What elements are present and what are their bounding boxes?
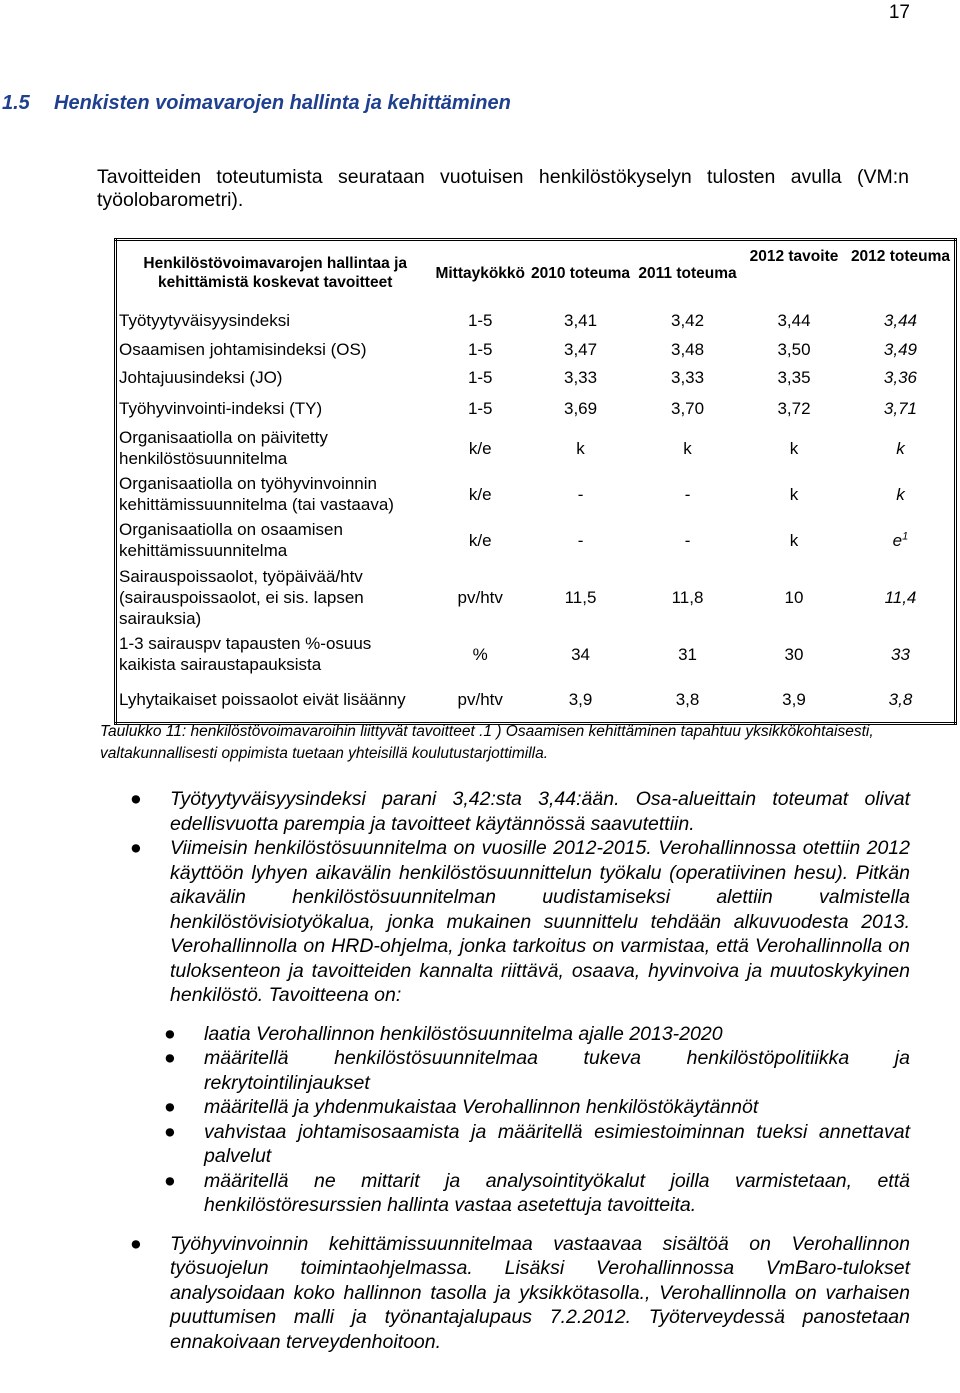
sub-list-item-text: vahvistaa johtamisosaamista ja määritellä esimiestoiminnan tueksi annettavat palvelut <box>204 1120 910 1167</box>
table-row <box>116 391 956 425</box>
row-target: 3,50 <box>777 339 811 359</box>
table-row <box>116 631 956 677</box>
header-2010-actual: 2010 toteuma <box>527 240 634 306</box>
row-target: 3,9 <box>782 689 806 709</box>
table-caption: Taulukko 11: henkilöstövoimavaroihin liittyvät tavoitteet .1 ) Osaamisen kehittäminen tapahtuu yksikkökohtaisesti, valtakunnallisesti oppimista tuetaan yhteisillä koulutustarjottimilla. <box>100 723 874 762</box>
row-unit: pv/htv <box>457 689 503 709</box>
row-unit: 1-5 <box>467 339 493 359</box>
row-unit: 1-5 <box>467 367 493 387</box>
bullet-dot-icon: ● <box>164 1096 176 1118</box>
bullet-dot-icon: ● <box>164 1120 176 1143</box>
list-item-text: Työtyytyväisyysindeksi parani 3,42:sta 3,44:ään. Osa-alueittain toteumat olivat edellisvuotta parempia ja tavoitteet käytännössä saavutettiin. <box>170 788 910 835</box>
row-2010: 3,33 <box>563 367 598 387</box>
row-2010: 3,41 <box>563 310 598 330</box>
bullet-dot-icon: ● <box>130 837 142 859</box>
header-2012-target: 2012 tavoite <box>741 240 847 306</box>
row-target: 3,35 <box>777 367 811 387</box>
row-actual: 3,44 <box>883 310 918 330</box>
list-item <box>130 836 910 1218</box>
row-label: Sairauspoissaolot, työpäivää/htv (sairauspoissaolot, ei sis. lapsen sairauksia) <box>119 566 364 628</box>
list-item <box>130 1232 910 1355</box>
row-label: Lyhytaikaiset poissaolot eivät lisäänny <box>119 689 406 709</box>
row-2010: 3,47 <box>563 339 598 359</box>
sub-list-item-text: määritellä ne mittarit ja analysointityökalut joilla varmistetaan, että henkilöstöresurssien hallinta vastaa asetettuja tavoitteita. <box>204 1169 910 1216</box>
row-target: 3,72 <box>777 398 811 418</box>
row-label: Organisaatiolla on päivitetty henkilöstösuunnitelma <box>119 428 328 468</box>
row-actual: k <box>896 484 905 504</box>
row-2011: - <box>684 530 691 550</box>
row-2010: 3,9 <box>568 689 593 709</box>
row-label: Organisaatiolla on osaamisen kehittämissuunnitelma <box>119 520 343 560</box>
table-row <box>116 517 956 563</box>
table-row <box>116 363 956 391</box>
findings-list <box>130 787 910 1354</box>
intro-paragraph: Tavoitteiden toteutumista seurataan vuotuisen henkilöstökyselyn tulosten avulla (VM:n työolobarometri). <box>97 166 909 211</box>
row-label: Työhyvinvointi-indeksi (TY) <box>119 398 323 418</box>
table-row <box>116 471 956 517</box>
bullet-dot-icon: ● <box>130 788 142 810</box>
row-2010: 3,69 <box>563 398 598 418</box>
row-target: k <box>789 484 799 504</box>
section-heading <box>2 92 511 115</box>
row-2011: 3,42 <box>670 310 705 330</box>
row-actual: 3,8 <box>888 689 913 709</box>
sub-list-item <box>164 1022 910 1047</box>
row-unit: 1-5 <box>467 398 493 418</box>
row-2010: 11,5 <box>564 587 597 607</box>
header-2011-actual: 2011 toteuma <box>634 240 741 306</box>
row-2011: 3,48 <box>670 339 705 359</box>
row-unit: % <box>472 644 488 664</box>
table-row <box>116 305 956 335</box>
row-2011: 11,8 <box>671 587 704 607</box>
section-title: Henkisten voimavarojen hallinta ja kehittäminen <box>54 92 511 114</box>
row-2011: k <box>683 438 692 458</box>
row-actual: 11,4 <box>884 587 917 607</box>
hr-targets-table <box>114 238 957 725</box>
row-unit: k/e <box>468 438 492 458</box>
row-target: 30 <box>784 644 804 664</box>
row-actual: 3,71 <box>883 398 918 418</box>
sub-list-item-text: määritellä henkilöstösuunnitelmaa tukeva henkilöstöpolitiikka ja rekrytointilinjaukset <box>204 1047 910 1094</box>
row-actual-value: e <box>892 530 903 550</box>
list-item-text: Työhyvinvoinnin kehittämissuunnitelmaa vastaavaa sisältöä on Verohallinnon työsuojelun toimintaohjelmassa. Lisäksi Verohallinnossa VmBaro-tulokset analysoidaan koko hallinnon tasolla ja yksikkötasolla., Verohallinnolla on varhaisen puuttumisen malli ja työnantajalupaus 7.2.2012. Työterveydessä panostetaan ennakoivaan terveydenhoitoon. <box>170 1232 910 1353</box>
row-actual <box>847 517 956 563</box>
bullet-dot-icon: ● <box>164 1022 176 1045</box>
bullet-dot-icon: ● <box>164 1047 176 1069</box>
row-target: k <box>789 530 799 550</box>
header-unit: Mittaykökkö <box>433 240 527 306</box>
bullet-dot-icon: ● <box>164 1169 176 1192</box>
page-number: 17 <box>888 2 910 23</box>
table-header-row <box>116 240 956 306</box>
row-label: Työtyytyväisyysindeksi <box>119 310 290 330</box>
table-row <box>116 677 956 723</box>
row-actual: 33 <box>891 644 910 664</box>
row-unit: 1-5 <box>467 310 493 330</box>
header-2012-actual: 2012 toteuma <box>847 240 956 306</box>
row-actual: 3,49 <box>883 339 918 359</box>
row-actual: 3,36 <box>883 367 918 387</box>
row-2011: 3,70 <box>670 398 705 418</box>
row-2010: - <box>577 530 584 550</box>
row-2010: - <box>577 484 584 504</box>
row-2011: 31 <box>678 644 697 664</box>
row-label: Johtajuusindeksi (JO) <box>119 367 283 387</box>
row-label: 1-3 sairauspv tapausten %-osuus kaikista sairaustapauksista <box>119 634 372 674</box>
footnote-marker: 1 <box>902 529 909 542</box>
table-row <box>116 425 956 471</box>
table-row <box>116 563 956 631</box>
row-2010: k <box>576 438 585 458</box>
header-goal: Henkilöstövoimavarojen hallintaa ja kehittämistä koskevat tavoitteet <box>116 240 434 306</box>
sub-list-item <box>164 1095 910 1120</box>
row-2011: 3,33 <box>670 367 705 387</box>
row-unit: pv/htv <box>457 587 503 607</box>
row-unit: k/e <box>468 530 492 550</box>
row-label: Osaamisen johtamisindeksi (OS) <box>119 339 367 359</box>
sub-list-item-text: määritellä ja yhdenmukaistaa Verohallinnon henkilöstökäytännöt <box>204 1096 759 1118</box>
sub-list-item <box>164 1046 910 1095</box>
sub-list-item <box>164 1120 910 1169</box>
sub-list-item <box>164 1169 910 1218</box>
bullet-dot-icon: ● <box>130 1232 142 1255</box>
row-2011: - <box>684 484 691 504</box>
row-target: 3,44 <box>777 310 811 330</box>
row-label: Organisaatiolla on työhyvinvoinnin kehittämissuunnitelma (tai vastaava) <box>119 474 394 514</box>
list-item-text: Viimeisin henkilöstösuunnitelma on vuosille 2012-2015. Verohallinnossa otettiin 2012 käyttöön lyhyen aikavälin henkilöstösuunnittelun työkalu (operatiivinen hesu). Pitkän aikavälin henkilöstösuunnitelman uudistamiseksi alettiin valmistella henkilöstövisiotyökalua, jonka mukainen suunnittelu tehdään alkuvuodesta 2013. Verohallinnolla on HRD-ohjelma, jonka tarkoitus on varmistaa, että Verohallinnolla on tuloksenteon ja tavoitteiden kannalta riittävä, osaava, hyvinvoiva ja muutoskykyinen henkilöstö. Tavoitteena on: <box>170 837 910 1006</box>
row-2010: 34 <box>571 644 590 664</box>
list-item <box>130 787 910 836</box>
row-unit: k/e <box>468 484 492 504</box>
section-number: 1.5 <box>2 92 30 114</box>
table-row <box>116 335 956 363</box>
sub-list-item-text: laatia Verohallinnon henkilöstösuunnitelma ajalle 2013-2020 <box>204 1022 723 1045</box>
row-actual: k <box>896 438 905 458</box>
row-target: k <box>789 438 799 458</box>
row-target: 10 <box>784 587 804 607</box>
row-2011: 3,8 <box>675 689 700 709</box>
